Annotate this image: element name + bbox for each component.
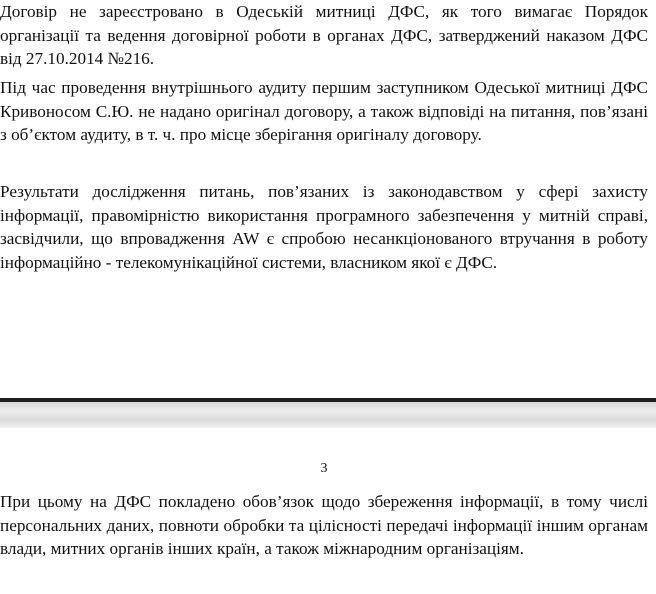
paragraph-internal-audit: Під час проведення внутрішнього аудиту першим заступником Одеської митниці ДФС Кривоносом С.Ю. не надано оригінал договору, а також відповіді на питання, пов’язані з об’єктом аудиту, в т. ч. про місце зберігання оригіналу договору.	[0, 78, 648, 145]
page-break-gap	[0, 402, 656, 428]
page-number: 3	[320, 461, 328, 476]
paragraph-information-obligation: При цьому на ДФС покладено обов’язок щодо збереження інформації, в тому числі персональних даних, повноти обробки та цілісності передачі інформації іншим органам влади, митних органів інших країн, а також міжнародним організаціям.	[0, 492, 648, 559]
paragraph-research-results: Результати дослідження питань, пов’язаних із законодавством у сфері захисту інформації, правомірністю використання програмного забезпечення у митній справі, засвідчили, що впровадження AW є спробою несанкціонованого втручання в роботу інформаційно - телекомунікаційної системи, власником якої є ДФС.	[0, 182, 648, 272]
paragraph-contract-not-registered: Договір не зареєстровано в Одеській митниці ДФС, як того вимагає Порядок організації та ведення договірної роботи в органах ДФС, затверджений наказом ДФС від 27.10.2014 №216.	[0, 2, 648, 69]
